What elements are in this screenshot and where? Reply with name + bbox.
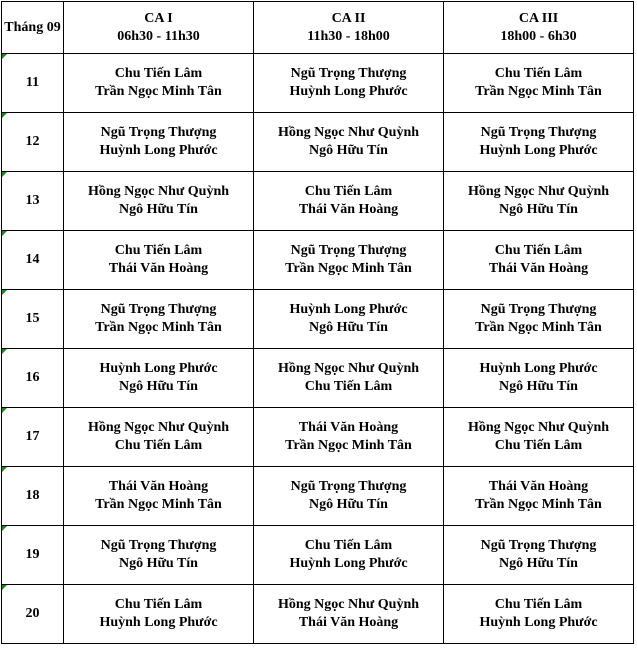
shift-cell: [64, 172, 254, 231]
shift-name: CA II: [331, 10, 366, 26]
table-row: [2, 290, 634, 349]
shift-cell: [444, 467, 634, 526]
staff-name: Trần Ngọc Minh Tân: [95, 320, 222, 335]
shift-cell: [254, 54, 444, 113]
staff-name: Chu Tiến Lâm: [304, 379, 393, 394]
staff-name: Hồng Ngọc Như Quỳnh: [277, 125, 420, 140]
day-cell: 18: [2, 467, 64, 526]
staff-name: Thái Văn Hoàng: [488, 479, 589, 494]
staff-name: Ngô Hữu Tín: [309, 320, 388, 335]
staff-name: Huỳnh Long Phước: [289, 84, 408, 99]
shift-cell: [64, 231, 254, 290]
staff-name: Huỳnh Long Phước: [289, 302, 408, 317]
day-cell: 12: [2, 113, 64, 172]
shift-cell: [64, 585, 254, 644]
shift-cell: [254, 172, 444, 231]
staff-name: Thái Văn Hoàng: [488, 261, 589, 276]
staff-name: Huỳnh Long Phước: [479, 615, 598, 630]
staff-name: Trần Ngọc Minh Tân: [95, 84, 222, 99]
staff-name: Chu Tiến Lâm: [304, 538, 393, 553]
staff-name: Chu Tiến Lâm: [114, 243, 203, 258]
staff-name: Huỳnh Long Phước: [289, 556, 408, 571]
staff-name: Thái Văn Hoàng: [298, 420, 399, 435]
staff-name: Chu Tiến Lâm: [494, 243, 583, 258]
table-row: [2, 408, 634, 467]
staff-name: Ngũ Trọng Thượng: [290, 243, 407, 258]
shift-cell: [64, 54, 254, 113]
staff-name: Huỳnh Long Phước: [99, 615, 218, 630]
table-row: [2, 585, 634, 644]
staff-name: Thái Văn Hoàng: [298, 615, 399, 630]
staff-name: Chu Tiến Lâm: [494, 438, 583, 453]
shift-cell: [64, 113, 254, 172]
shift-time: 18h00 - 6h30: [500, 28, 577, 44]
shift-cell: [444, 349, 634, 408]
shift-cell: [444, 526, 634, 585]
shift-header: [64, 2, 254, 54]
staff-name: Hồng Ngọc Như Quỳnh: [467, 420, 610, 435]
staff-name: Trần Ngọc Minh Tân: [475, 320, 602, 335]
staff-name: Ngô Hữu Tín: [119, 556, 198, 571]
shift-cell: [254, 585, 444, 644]
staff-name: Ngô Hữu Tín: [309, 143, 388, 158]
staff-name: Huỳnh Long Phước: [99, 361, 218, 376]
staff-name: Ngô Hữu Tín: [499, 379, 578, 394]
header-row: [2, 2, 634, 54]
staff-name: Hồng Ngọc Như Quỳnh: [277, 361, 420, 376]
shift-cell: [444, 231, 634, 290]
shift-cell: [254, 349, 444, 408]
shift-cell: [64, 467, 254, 526]
month-header: Tháng 09: [2, 2, 64, 54]
day-cell: 15: [2, 290, 64, 349]
shift-cell: [64, 526, 254, 585]
table-row: [2, 54, 634, 113]
staff-name: Ngũ Trọng Thượng: [290, 479, 407, 494]
shift-cell: [444, 290, 634, 349]
table-row: [2, 172, 634, 231]
shift-cell: [254, 526, 444, 585]
staff-name: Ngũ Trọng Thượng: [290, 66, 407, 81]
table-row: [2, 349, 634, 408]
shift-time: 11h30 - 18h00: [307, 28, 390, 44]
staff-name: Trần Ngọc Minh Tân: [285, 261, 412, 276]
shift-cell: [64, 408, 254, 467]
shift-header: [444, 2, 634, 54]
staff-name: Huỳnh Long Phước: [99, 143, 218, 158]
shift-cell: [64, 290, 254, 349]
day-cell: 16: [2, 349, 64, 408]
shift-time: 06h30 - 11h30: [117, 28, 200, 44]
staff-name: Ngô Hữu Tín: [119, 379, 198, 394]
staff-name: Ngô Hữu Tín: [309, 497, 388, 512]
day-cell: 17: [2, 408, 64, 467]
staff-name: Thái Văn Hoàng: [108, 261, 209, 276]
staff-name: Ngũ Trọng Thượng: [480, 125, 597, 140]
shift-cell: [254, 408, 444, 467]
staff-name: Trần Ngọc Minh Tân: [285, 438, 412, 453]
staff-name: Chu Tiến Lâm: [304, 184, 393, 199]
day-cell: 14: [2, 231, 64, 290]
staff-name: Chu Tiến Lâm: [494, 597, 583, 612]
staff-name: Huỳnh Long Phước: [479, 143, 598, 158]
day-cell: 13: [2, 172, 64, 231]
staff-name: Hồng Ngọc Như Quỳnh: [87, 184, 230, 199]
staff-name: Hồng Ngọc Như Quỳnh: [277, 597, 420, 612]
table-row: [2, 113, 634, 172]
shift-cell: [254, 467, 444, 526]
staff-name: Hồng Ngọc Như Quỳnh: [87, 420, 230, 435]
staff-name: Thái Văn Hoàng: [298, 202, 399, 217]
staff-name: Ngô Hữu Tín: [119, 202, 198, 217]
shift-cell: [444, 172, 634, 231]
staff-name: Chu Tiến Lâm: [114, 66, 203, 81]
shift-schedule-table: [1, 1, 634, 644]
shift-cell: [254, 231, 444, 290]
shift-cell: [444, 113, 634, 172]
table-row: [2, 526, 634, 585]
staff-name: Trần Ngọc Minh Tân: [475, 84, 602, 99]
staff-name: Huỳnh Long Phước: [479, 361, 598, 376]
staff-name: Trần Ngọc Minh Tân: [95, 497, 222, 512]
shift-cell: [254, 113, 444, 172]
day-cell: 20: [2, 585, 64, 644]
staff-name: Chu Tiến Lâm: [114, 597, 203, 612]
shift-cell: [254, 290, 444, 349]
staff-name: Ngô Hữu Tín: [499, 556, 578, 571]
staff-name: Ngũ Trọng Thượng: [480, 302, 597, 317]
staff-name: Chu Tiến Lâm: [494, 66, 583, 81]
staff-name: Ngũ Trọng Thượng: [100, 538, 217, 553]
table-row: [2, 467, 634, 526]
shift-name: CA I: [144, 10, 173, 26]
shift-name: CA III: [518, 10, 559, 26]
staff-name: Hồng Ngọc Như Quỳnh: [467, 184, 610, 199]
day-cell: 11: [2, 54, 64, 113]
shift-cell: [444, 408, 634, 467]
shift-cell: [444, 585, 634, 644]
staff-name: Chu Tiến Lâm: [114, 438, 203, 453]
shift-cell: [64, 349, 254, 408]
staff-name: Trần Ngọc Minh Tân: [475, 497, 602, 512]
staff-name: Ngũ Trọng Thượng: [100, 125, 217, 140]
shift-cell: [444, 54, 634, 113]
staff-name: Ngũ Trọng Thượng: [480, 538, 597, 553]
table-row: [2, 231, 634, 290]
staff-name: Ngô Hữu Tín: [499, 202, 578, 217]
shift-header: [254, 2, 444, 54]
day-cell: 19: [2, 526, 64, 585]
staff-name: Thái Văn Hoàng: [108, 479, 209, 494]
staff-name: Ngũ Trọng Thượng: [100, 302, 217, 317]
